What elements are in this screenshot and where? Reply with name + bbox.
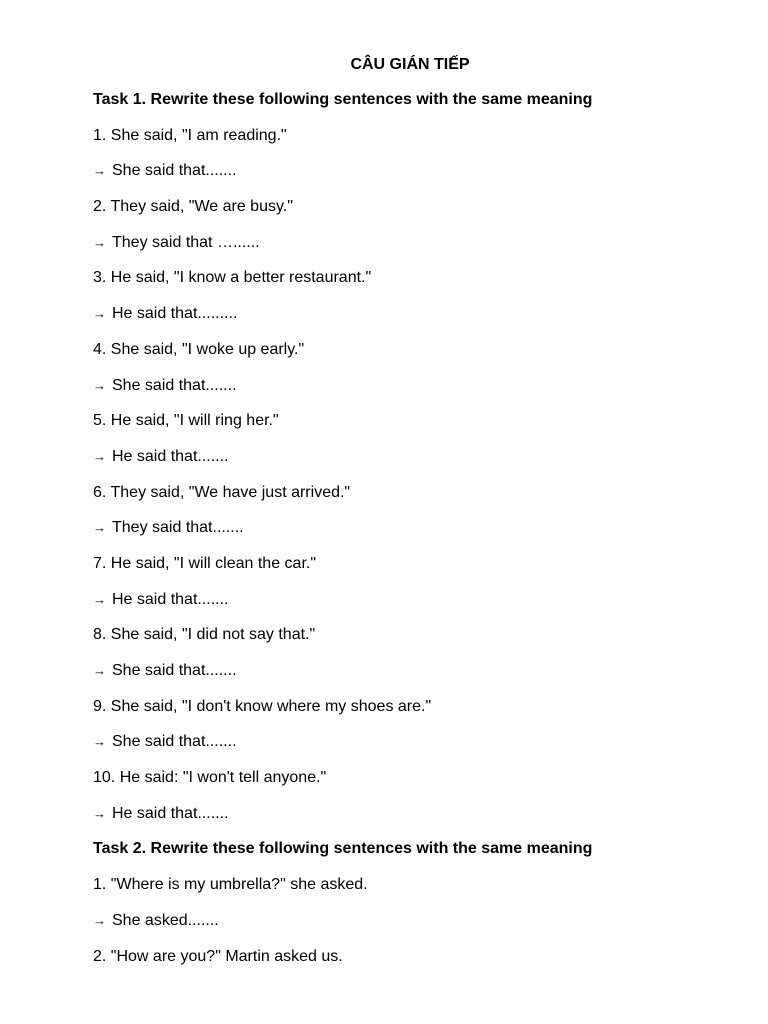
- answer-text: He said that.......: [112, 804, 229, 822]
- answer-text: He said that.........: [112, 305, 238, 323]
- task1-question-9: 9. She said, "I don't know where my shoes are.": [93, 697, 432, 715]
- task1-question-1: 1. She said, "I am reading.": [93, 126, 287, 144]
- task2-heading: Task 2. Rewrite these following sentences with the same meaning: [93, 840, 593, 858]
- task1-question-6: 6. They said, "We have just arrived.": [93, 483, 351, 501]
- arrow-icon: →: [93, 912, 106, 928]
- answer-text: They said that …......: [112, 233, 260, 251]
- task2-question-2: 2. "How are you?" Martin asked us.: [93, 947, 343, 965]
- answer-text: They said that.......: [112, 519, 244, 537]
- answer-text: She asked.......: [112, 911, 219, 929]
- task1-heading: Task 1. Rewrite these following sentences with the same meaning: [93, 91, 593, 108]
- task1-answer-6: [93, 518, 733, 554]
- task1-answer-10: [93, 804, 733, 840]
- arrow-icon: →: [93, 805, 106, 821]
- task1-question-7: 7. He said, "I will clean the car.": [93, 554, 317, 572]
- task1-question-3: 3. He said, "I know a better restaurant.": [93, 269, 372, 287]
- arrow-icon: →: [93, 734, 106, 750]
- task1-answer-4: [93, 376, 733, 412]
- task1-question-2: 2. They said, "We are busy.": [93, 198, 293, 216]
- task1-question-4: 4. She said, "I woke up early.": [93, 340, 305, 358]
- arrow-icon: →: [93, 448, 106, 464]
- task2-answer-1: [93, 911, 733, 947]
- arrow-icon: →: [93, 663, 106, 678]
- answer-text: She said that.......: [112, 733, 237, 751]
- task1-answer-1: [93, 161, 733, 197]
- answer-text: She said that.......: [112, 376, 237, 394]
- task1-question-8: 8. She said, "I did not say that.": [93, 626, 316, 644]
- task1-question-5: 5. He said, "I will ring her.": [93, 412, 279, 430]
- answer-text: He said that.......: [112, 590, 229, 608]
- document-title: CÂU GIÁN TIẾP: [350, 56, 470, 73]
- answer-text: He said that.......: [112, 447, 229, 465]
- arrow-icon: →: [93, 234, 106, 250]
- task1-answer-5: [93, 447, 733, 483]
- arrow-icon: →: [93, 163, 106, 179]
- task1-answer-2: [93, 233, 733, 269]
- task1-question-10: 10. He said: "I won't tell anyone.": [93, 769, 327, 787]
- task1-answer-8: [93, 661, 733, 697]
- answer-text: She said that.......: [112, 662, 237, 679]
- task1-answer-7: [93, 590, 733, 626]
- arrow-icon: →: [93, 591, 106, 607]
- answer-text: She said that.......: [112, 162, 237, 180]
- arrow-icon: →: [93, 520, 106, 536]
- arrow-icon: →: [93, 306, 106, 322]
- arrow-icon: →: [93, 377, 106, 393]
- task1-answer-9: [93, 732, 733, 768]
- task1-answer-3: [93, 304, 733, 340]
- task2-question-1: 1. "Where is my umbrella?" she asked.: [93, 876, 368, 894]
- document-body: [93, 90, 733, 982]
